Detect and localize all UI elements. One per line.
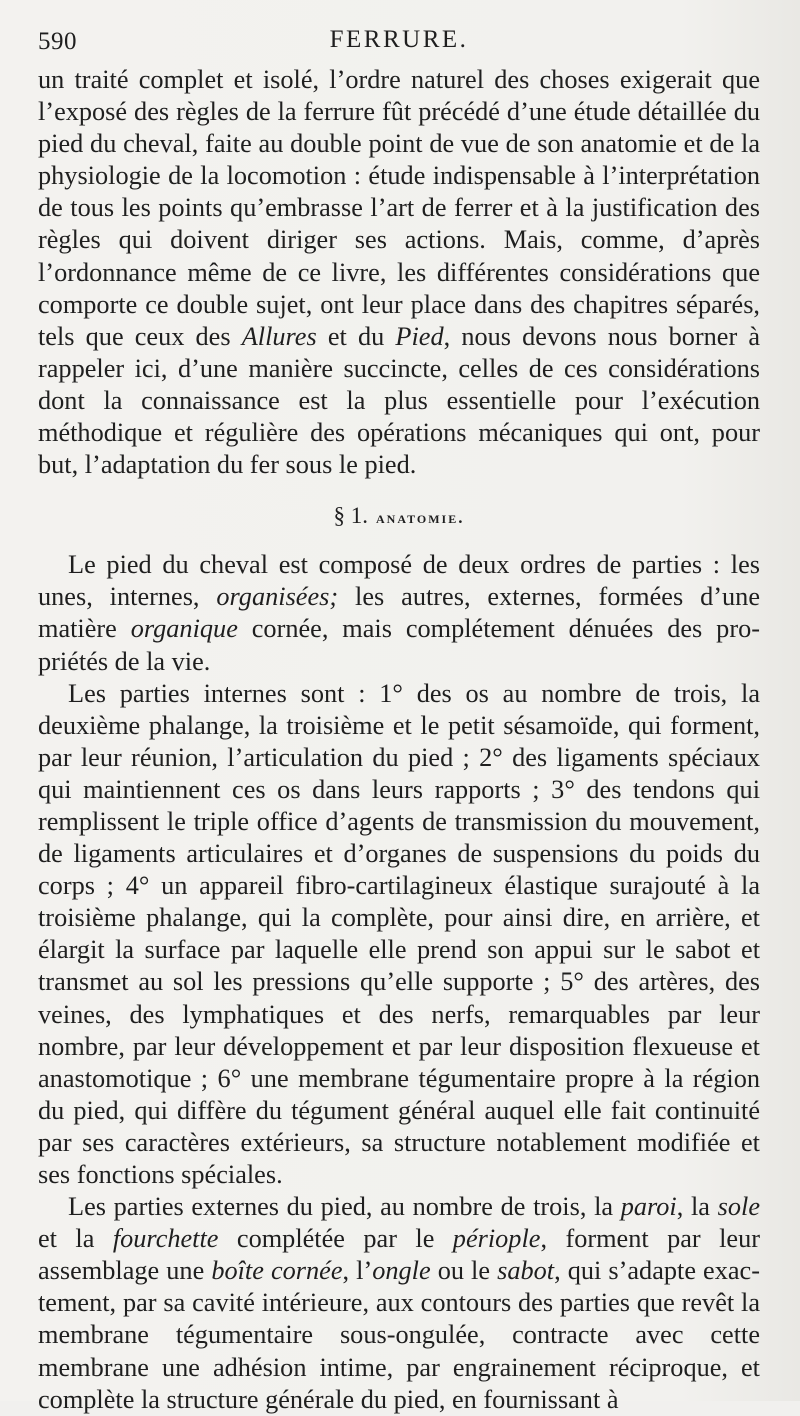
text-run: , l’ — [342, 1256, 373, 1286]
text-run: et la — [38, 1224, 113, 1254]
section-title: anatomie. — [376, 508, 465, 528]
paragraph-internal-parts — [38, 678, 760, 1192]
text-run: Les parties externes du pied, au nombre de trois, la — [68, 1192, 621, 1222]
text-run: Les parties internes sont : 1° des os au nombre de trois, la deuxième phalange, la troisième et le petit sésamoïde, qui forment, par leur réunion, l’articulation du pied ; 2° des ligaments spéciaux qui maintiennent ces os dans leurs rapports ; 3° des tendons qui remplissent le triple office d’agents de transmission du mouvement, de ligaments articulaires et d’organes de suspensions du poids du corps ; 4° un appareil fibro-cartilagineux élastique surajouté à la troisième phalange, qui la complète, pour ainsi dire, en arrière, et élargit la surface par laquelle elle prend son appui sur le sabot et transmet au sol les pressions qu’elle supporte ; 5° des artères, des veines, des lymphatiques et des nerfs, remarquables par leur nombre, par leur développement et par leur disposition flexueuse et anastomotique ; 6° une membrane tégumentaire propre à la région du pied, qui diffère du tégument général auquel elle fait continuité par ses caractères extérieurs, sa structure notablement modifiée et ses fonctions spéciales. — [38, 678, 760, 1189]
paragraph-composition — [38, 549, 760, 677]
text-run: , nous devons nous borner à rappeler ici, d’une manière succincte, celles de ces considérations dont la connaissance est la plus essentielle pour l’exécution méthodique et régulière des opérations mécaniques qui ont, pour but, l’adaptation du fer sous le pied. — [38, 321, 761, 480]
text-run: et du — [316, 321, 396, 351]
running-title: FERRURE. — [329, 26, 469, 53]
text-run: , forment par leur assemblage une — [38, 1224, 761, 1286]
text-run: les autres, externes, formées d’une matière — [38, 582, 760, 644]
text-run: un traité complet et isolé, l’ordre naturel des choses exigerait que l’exposé des règles de la ferrure fût précédé d’une étude détaillée du pied du cheval, faite au double point de vue de son anatomie et de la physiologie de la locomotion : étude indispensable à l’interprétation de tous les points qu’embrasse l’art de ferrer et à la justification des règles qui doivent diriger ses actions. Mais, comme, d’après l’ordonnance même de ce livre, les différentes considérations que comporte ce double sujet, ont leur place dans des chapitres séparés, tels que ceux des — [38, 65, 760, 351]
italic-term: sabot — [497, 1256, 555, 1286]
italic-term: fourchette — [112, 1224, 219, 1254]
italic-term: organisées; — [216, 582, 339, 612]
page-number: 590 — [38, 28, 77, 55]
italic-term: sole — [717, 1192, 761, 1222]
text-run: Le pied du cheval est composé de deux ordres de parties : les unes, internes, — [38, 550, 760, 612]
text-run: , qui s’adapte exactement, par sa cavité intérieure, aux contours des parties que revêt la membrane tégumentaire sous-ongulée, contracte avec cette membrane une adhésion intime, par engrainement réciproque, et complète la structure générale du pied, en fournissant à — [38, 1256, 760, 1414]
section-heading — [38, 501, 760, 533]
paragraph-external-parts — [38, 1191, 760, 1416]
text-run: complétée par le — [218, 1224, 453, 1254]
text-run: , la — [676, 1192, 718, 1222]
italic-term: Pied — [395, 321, 444, 351]
italic-term: organique — [130, 614, 238, 644]
italic-term: ongle — [372, 1256, 431, 1286]
italic-term: Allures — [241, 321, 317, 351]
section-mark: § 1. — [333, 503, 368, 529]
paragraph-continuation — [38, 64, 760, 481]
italic-term: paroi — [620, 1192, 677, 1222]
italic-term: boîte cornée — [211, 1256, 343, 1286]
italic-term: périople — [452, 1224, 541, 1254]
body-text — [38, 64, 760, 1416]
text-run: cornée, mais complétement dénuées des propriétés de la vie. — [38, 614, 760, 676]
text-run: ou le — [430, 1256, 498, 1286]
page-header — [38, 20, 760, 64]
